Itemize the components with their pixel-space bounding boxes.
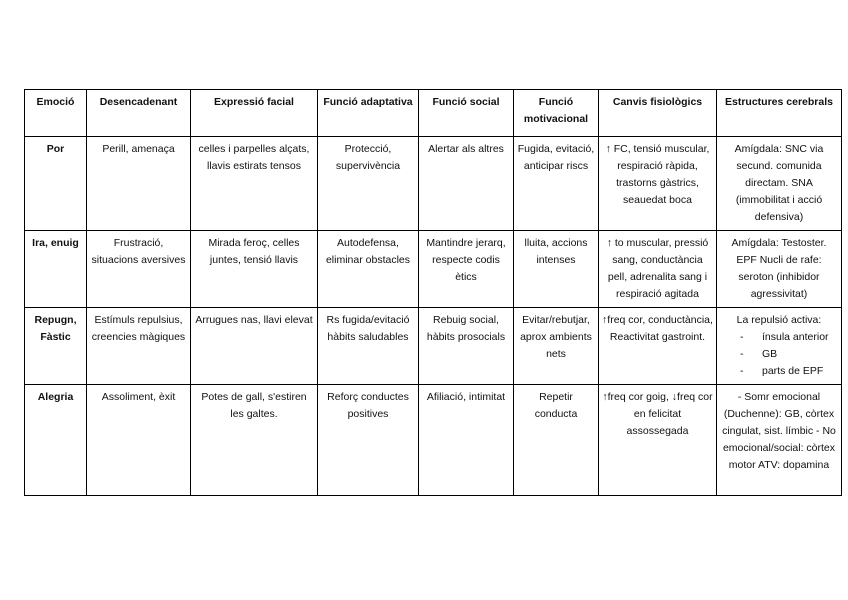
table-row [25,231,842,308]
cell-canvis-fisiologics: ↑ to muscular, pressió sang, conductància pell, adrenalita sang i respiració agitada [599,231,717,308]
estructures-intro: La repulsió activa: [736,314,822,326]
cell-funcio-social: Afiliació, intimitat [419,385,514,496]
cell-funcio-social: Rebuig social, hàbits prosocials [419,308,514,385]
cell-estructures-cerebrals: Amígdala: SNC via secund. comunida directam. SNA (immobilitat i acció defensiva) [717,137,842,231]
emotions-table [24,89,842,496]
cell-funcio-adaptativa: Rs fugida/evitació hàbits saludables [318,308,419,385]
estructures-list [720,329,838,380]
cell-expressio-facial: Potes de gall, s'estiren les galtes. [191,385,318,496]
cell-emotion: Por [25,137,87,231]
cell-emotion: Alegria [25,385,87,496]
cell-desencadenant: Frustració, situacions aversives [87,231,191,308]
cell-canvis-fisiologics: ↑ FC, tensió muscular, respiració ràpida, trastorns gàstrics, seauedat boca [599,137,717,231]
cell-funcio-motivacional: Evitar/rebutjar, aprox ambients nets [514,308,599,385]
header-funcio-adaptativa: Funció adaptativa [318,90,419,137]
cell-expressio-facial: celles i parpelles alçats, llavis estirats tensos [191,137,318,231]
cell-funcio-motivacional: Fugida, evitació, anticipar riscs [514,137,599,231]
table-row [25,137,842,231]
cell-estructures-cerebrals: - Somr emocional (Duchenne): GB, còrtex cingulat, sist. límbic - No emocional/social: còrtex motor ATV: dopamina [717,385,842,496]
list-item-text: GB [762,348,778,360]
cell-funcio-adaptativa: Reforç conductes positives [318,385,419,496]
cell-desencadenant: Assoliment, èxit [87,385,191,496]
cell-funcio-adaptativa: Autodefensa, eliminar obstacles [318,231,419,308]
cell-expressio-facial: Mirada feroç, celles juntes, tensió llavis [191,231,318,308]
cell-funcio-motivacional: lluita, accions intenses [514,231,599,308]
cell-funcio-social: Mantindre jerarq, respecte codis ètics [419,231,514,308]
header-funcio-social: Funció social [419,90,514,137]
cell-estructures-cerebrals: Amígdala: Testoster. EPF Nucli de rafe: seroton (inhibidor agressivitat) [717,231,842,308]
list-item: - ínsula anterior [740,329,838,346]
cell-emotion: Ira, enuig [25,231,87,308]
header-emocio: Emoció [25,90,87,137]
cell-funcio-motivacional: Repetir conducta [514,385,599,496]
cell-canvis-fisiologics: ↑freq cor, conductància, Reactivitat gastroint. [599,308,717,385]
cell-emotion: Repugn, Fàstic [25,308,87,385]
table-row [25,308,842,385]
list-item-text: parts de EPF [762,365,824,377]
cell-funcio-social: Alertar als altres [419,137,514,231]
emotions-table-container [24,89,841,496]
header-expressio-facial: Expressió facial [191,90,318,137]
cell-desencadenant: Perill, amenaça [87,137,191,231]
cell-funcio-adaptativa: Protecció, supervivència [318,137,419,231]
cell-expressio-facial: Arrugues nas, llavi elevat [191,308,318,385]
header-funcio-motivacional: Funció motivacional [514,90,599,137]
cell-estructures-cerebrals [717,308,842,385]
list-item: - GB [740,346,838,363]
list-item-text: ínsula anterior [762,331,829,343]
header-desencadenant: Desencadenant [87,90,191,137]
cell-desencadenant: Estímuls repulsius, creencies màgiques [87,308,191,385]
table-row [25,385,842,496]
header-canvis-fisiologics: Canvis fisiològics [599,90,717,137]
header-row [25,90,842,137]
list-item: - parts de EPF [740,363,838,380]
header-estructures-cerebrals: Estructures cerebrals [717,90,842,137]
cell-canvis-fisiologics: ↑freq cor goig, ↓freq cor en felicitat assossegada [599,385,717,496]
